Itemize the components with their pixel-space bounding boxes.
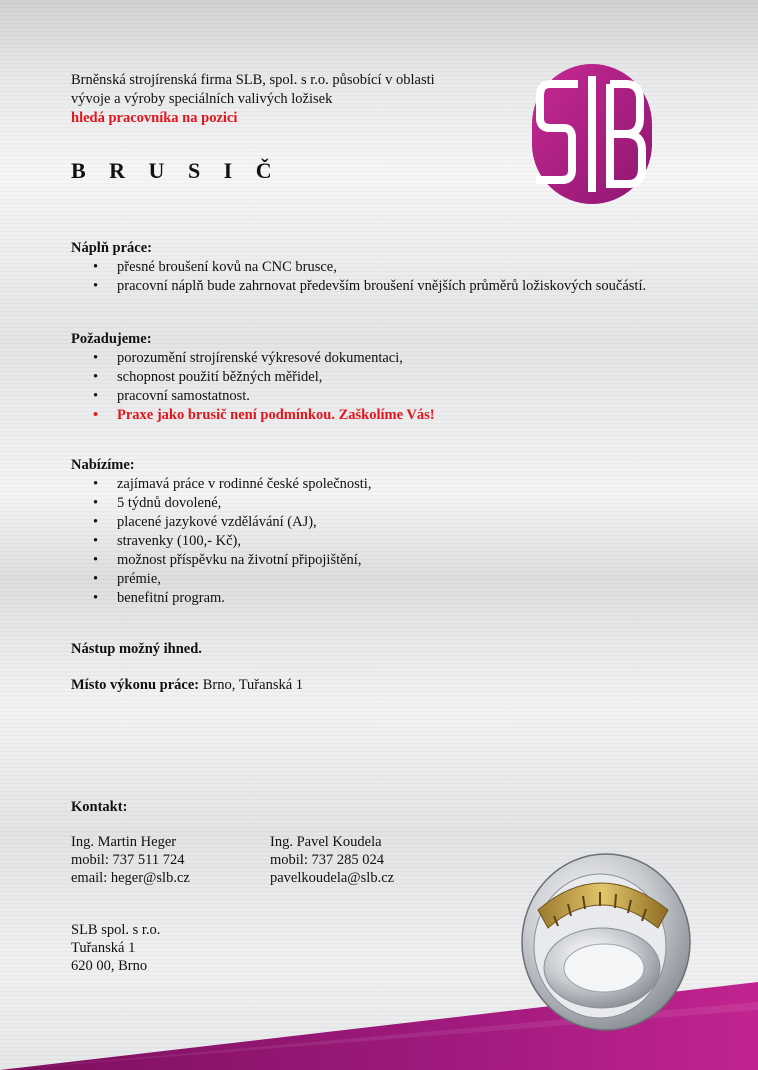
intro bbox=[71, 71, 491, 128]
list-item: • zajímavá práce v rodinné české společnosti, bbox=[71, 475, 711, 494]
bearing-image bbox=[508, 846, 694, 1036]
list-item: • stravenky (100,- Kč), bbox=[71, 532, 711, 551]
intro-line-1: Brněnská strojírenská firma SLB, spol. s r.o. působící v oblasti bbox=[71, 72, 435, 88]
list-item: • přesné broušení kovů na CNC brusce, bbox=[71, 258, 711, 277]
nabizime-title: Nabízíme: bbox=[71, 457, 135, 473]
contact-name: Ing. Martin Heger bbox=[71, 834, 177, 850]
nabizime-list bbox=[71, 475, 711, 608]
contact-mobile: mobil: 737 285 024 bbox=[270, 852, 384, 868]
pozadujeme-list bbox=[71, 349, 711, 425]
contact-title: Kontakt: bbox=[71, 799, 128, 815]
section-naplne bbox=[71, 239, 711, 296]
contact-email: pavelkoudela@slb.cz bbox=[270, 870, 395, 886]
list-item: • pracovní náplň bude zahrnovat především broušení vnějších průměrů ložiskových součástí. bbox=[71, 277, 711, 296]
intro-line-3: hledá pracovníka na pozici bbox=[71, 110, 238, 126]
contact-email: email: heger@slb.cz bbox=[71, 870, 190, 886]
list-item: • prémie, bbox=[71, 570, 711, 589]
list-item: • placené jazykové vzdělávání (AJ), bbox=[71, 513, 711, 532]
section-nabizime bbox=[71, 456, 711, 608]
list-item: • možnost příspěvku na životní připojištění, bbox=[71, 551, 711, 570]
naplne-list bbox=[71, 258, 711, 296]
pozadujeme-title: Požadujeme: bbox=[71, 331, 152, 347]
list-item-highlight: • Praxe jako brusič není podmínkou. Zaškolíme Vás! bbox=[71, 406, 711, 425]
list-item: • pracovní samostatnost. bbox=[71, 387, 711, 406]
contact-name: Ing. Pavel Koudela bbox=[270, 834, 382, 850]
list-item: • porozumění strojírenské výkresové dokumentaci, bbox=[71, 349, 711, 368]
list-item: • schopnost použití běžných měřidel, bbox=[71, 368, 711, 387]
list-item: • benefitní program. bbox=[71, 589, 711, 608]
naplne-title: Náplň práce: bbox=[71, 240, 152, 256]
address-city: 620 00, Brno bbox=[71, 958, 148, 974]
start-date: Nástup možný ihned. bbox=[71, 641, 202, 657]
slb-logo bbox=[530, 62, 654, 206]
workplace-label: Místo výkonu práce: bbox=[71, 677, 200, 693]
contact-mobile: mobil: 737 511 724 bbox=[71, 852, 185, 868]
job-title: B R U S I Č bbox=[71, 158, 281, 183]
workplace-value: Brno, Tuřanská 1 bbox=[199, 677, 304, 693]
address-street: Tuřanská 1 bbox=[71, 940, 136, 956]
contact-person-1 bbox=[71, 833, 190, 887]
workplace bbox=[71, 676, 303, 695]
address-company: SLB spol. s r.o. bbox=[71, 922, 161, 938]
intro-line-2: vývoje a výroby speciálních valivých ložisek bbox=[71, 91, 333, 107]
section-pozadujeme bbox=[71, 330, 711, 425]
list-item: • 5 týdnů dovolené, bbox=[71, 494, 711, 513]
contact-person-2 bbox=[270, 833, 394, 887]
